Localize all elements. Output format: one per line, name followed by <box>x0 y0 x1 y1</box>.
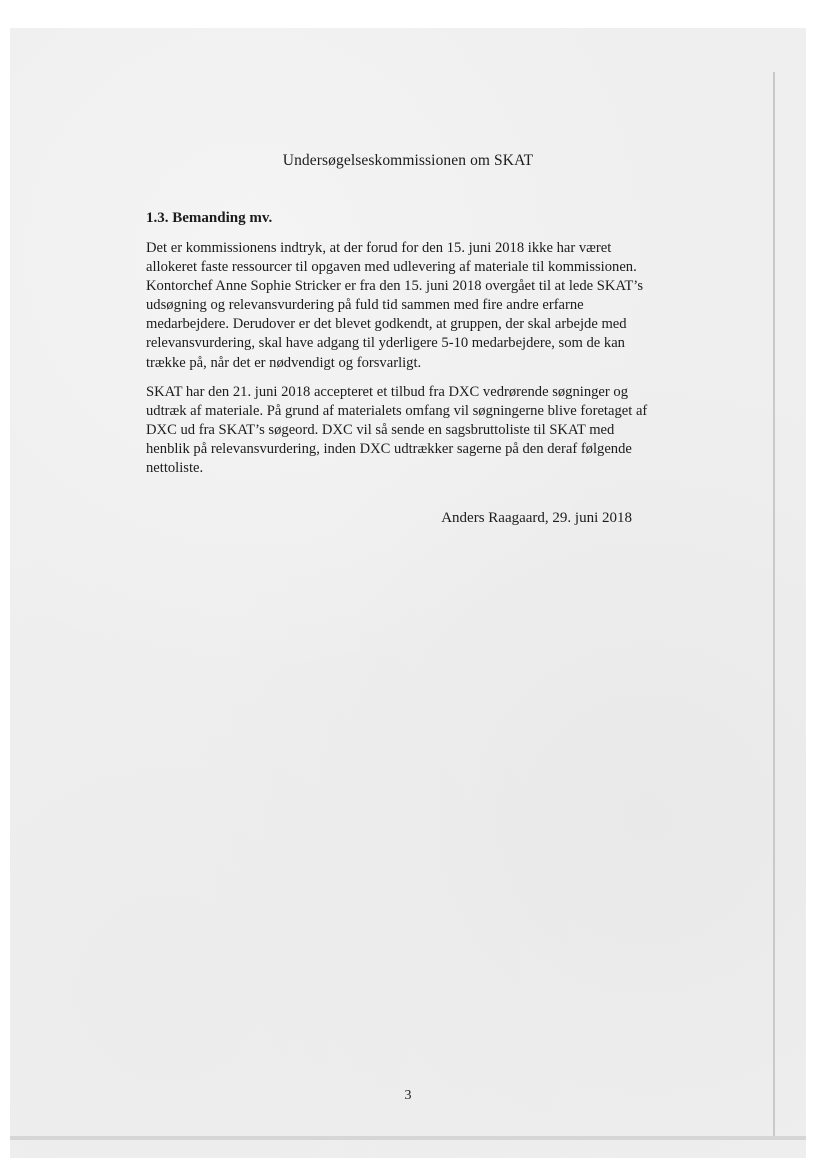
paragraph-line: udsøgning og relevansvurdering på fuld tid sammen med fire andre erfarne <box>146 297 584 314</box>
scan-edge-right <box>773 72 775 1140</box>
scan-edge-bottom <box>10 1136 806 1140</box>
scanned-page <box>10 28 806 1158</box>
paragraph-line: allokeret faste ressourcer til opgaven med udlevering af materiale til kommissionen. <box>146 259 637 276</box>
document-header: Undersøgelseskommissionen om SKAT <box>282 152 534 169</box>
paragraph-line: relevansvurdering, skal have adgang til yderligere 5-10 medarbejdere, som de kan <box>146 335 625 352</box>
paragraph-line: DXC ud fra SKAT’s søgeord. DXC vil så sende en sagsbruttoliste til SKAT med <box>146 422 615 439</box>
paragraph-staffing <box>146 239 666 373</box>
page-number: 3 <box>404 1088 412 1103</box>
paragraph-line: nettoliste. <box>146 460 204 477</box>
paragraph-line: udtræk af materiale. På grund af materialets omfang vil søgningerne blive foretaget af <box>146 403 648 420</box>
paragraph-line: SKAT har den 21. juni 2018 accepteret et tilbud fra DXC vedrørende søgninger og <box>146 384 629 400</box>
paragraph-line: Det er kommissionens indtryk, at der forud for den 15. juni 2018 ikke har været <box>146 240 612 256</box>
paragraph-line: henblik på relevansvurdering, inden DXC udtrækker sagerne på den deraf følgende <box>146 441 632 458</box>
signature-line: Anders Raagaard, 29. juni 2018 <box>441 510 632 526</box>
paragraph-line: medarbejdere. Derudover er det blevet godkendt, at gruppen, der skal arbejde med <box>146 316 627 333</box>
paragraph-line: Kontorchef Anne Sophie Stricker er fra den 15. juni 2018 overgået til at lede SKAT’s <box>146 278 644 295</box>
paragraph-dxc <box>146 383 666 478</box>
section-heading: 1.3. Bemanding mv. <box>146 210 273 226</box>
paragraph-line: trække på, når det er nødvendigt og forsvarligt. <box>146 354 422 371</box>
